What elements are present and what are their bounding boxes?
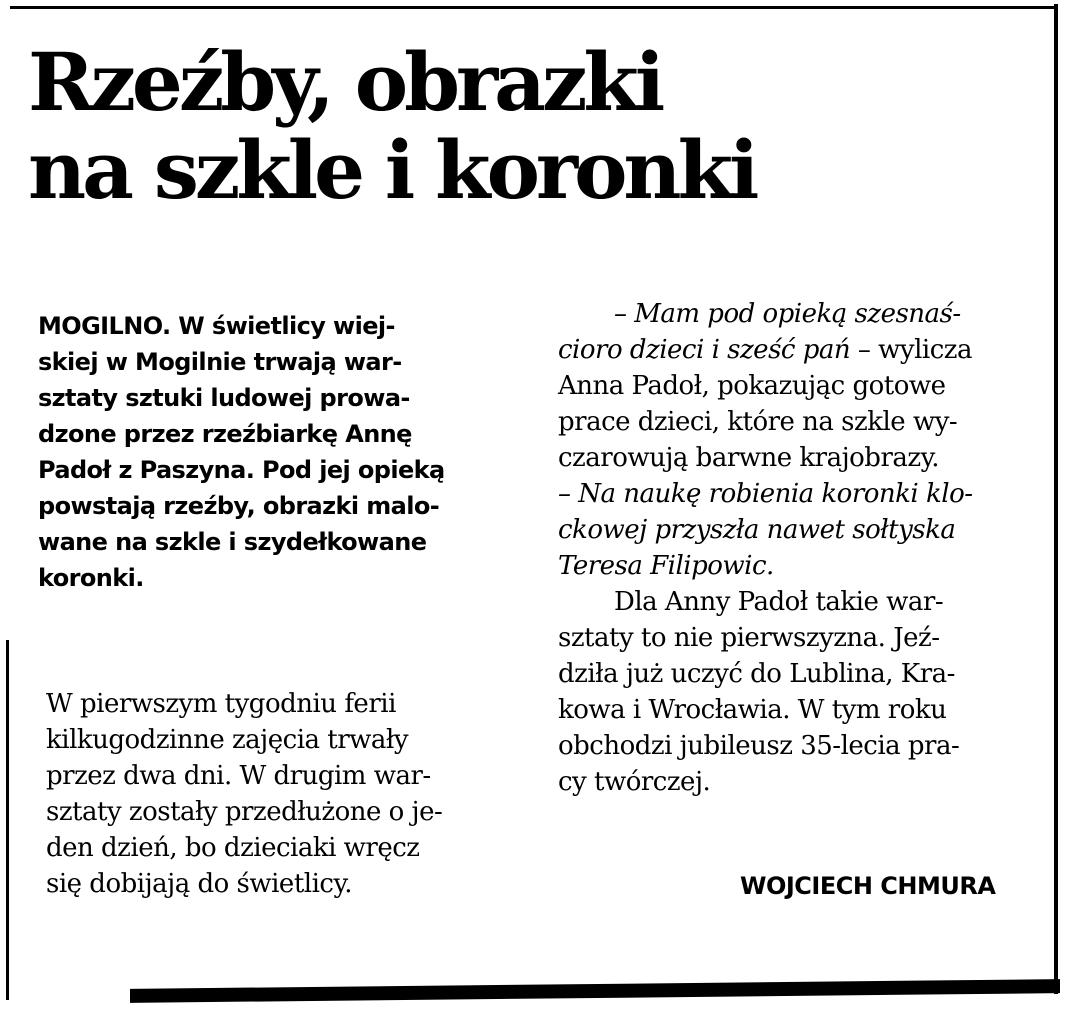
body-line: przez dwa dni. W drugim war- xyxy=(46,761,431,791)
body-line: prace dzieci, które na szkle wy- xyxy=(558,407,958,437)
body-line: den dzień, bo dzieciaki wręcz xyxy=(46,833,420,863)
quote-line: – Mam pod opieką szesnaś- xyxy=(614,299,961,329)
body-line: sztaty zostały przedłużone o je- xyxy=(46,797,443,827)
lead-line: dzone przez rzeźbiarkę Annę xyxy=(38,420,412,448)
clipping-border-top xyxy=(10,6,1055,9)
quote-line: ckowej przyszła nawet sołtyska xyxy=(558,515,956,545)
author-byline: WOJCIECH CHMURA xyxy=(740,872,996,900)
lead-line: W świetlicy wiej- xyxy=(170,312,395,340)
clipping-border-left xyxy=(6,640,9,1000)
body-line: W pierwszym tygodniu ferii xyxy=(46,689,396,719)
headline-line-1: Rzeźby, obrazki xyxy=(28,35,662,129)
body-line: Dla Anny Padoł takie war- xyxy=(614,587,944,617)
body-column-left xyxy=(46,686,546,902)
quote-line: – Na naukę robienia koronki klo- xyxy=(558,479,973,509)
body-line: – wylicza xyxy=(850,335,973,365)
lead-line: wane na szkle i szydełkowane xyxy=(38,528,427,556)
lead-line: powstają rzeźby, obrazki malo- xyxy=(38,492,440,520)
body-line: dziła już uczyć do Lublina, Kra- xyxy=(558,659,955,689)
lead-line: skiej w Mogilnie trwają war- xyxy=(38,348,402,376)
body-line: obchodzi jubileusz 35-lecia pra- xyxy=(558,731,960,761)
lead-line: koronki. xyxy=(38,564,144,592)
quote-line: cioro dzieci i sześć pań xyxy=(558,335,851,365)
headline-line-2: na szkle i koronki xyxy=(28,123,756,217)
body-line: czarowują barwne krajobrazy. xyxy=(558,443,940,473)
body-line: się dobijają do świetlicy. xyxy=(46,869,352,899)
body-line: kowa i Wrocławia. W tym roku xyxy=(558,695,947,725)
body-line: Anna Padoł, pokazując gotowe xyxy=(558,371,946,401)
headline xyxy=(28,35,848,217)
body-line: kilkugodzinne zajęcia trwały xyxy=(46,725,409,755)
body-column-right xyxy=(558,296,1058,800)
lead-line: sztaty sztuki ludowej prowa- xyxy=(38,384,410,412)
quote-line: Teresa Filipowic. xyxy=(558,551,774,581)
lead-line: Padoł z Paszyna. Pod jej opieką xyxy=(38,456,445,484)
dateline: MOGILNO. xyxy=(38,312,171,340)
body-line: sztaty to nie pierwszyzna. Jeź- xyxy=(558,623,940,653)
lead-paragraph xyxy=(38,308,538,596)
body-line: cy twórczej. xyxy=(558,767,711,797)
